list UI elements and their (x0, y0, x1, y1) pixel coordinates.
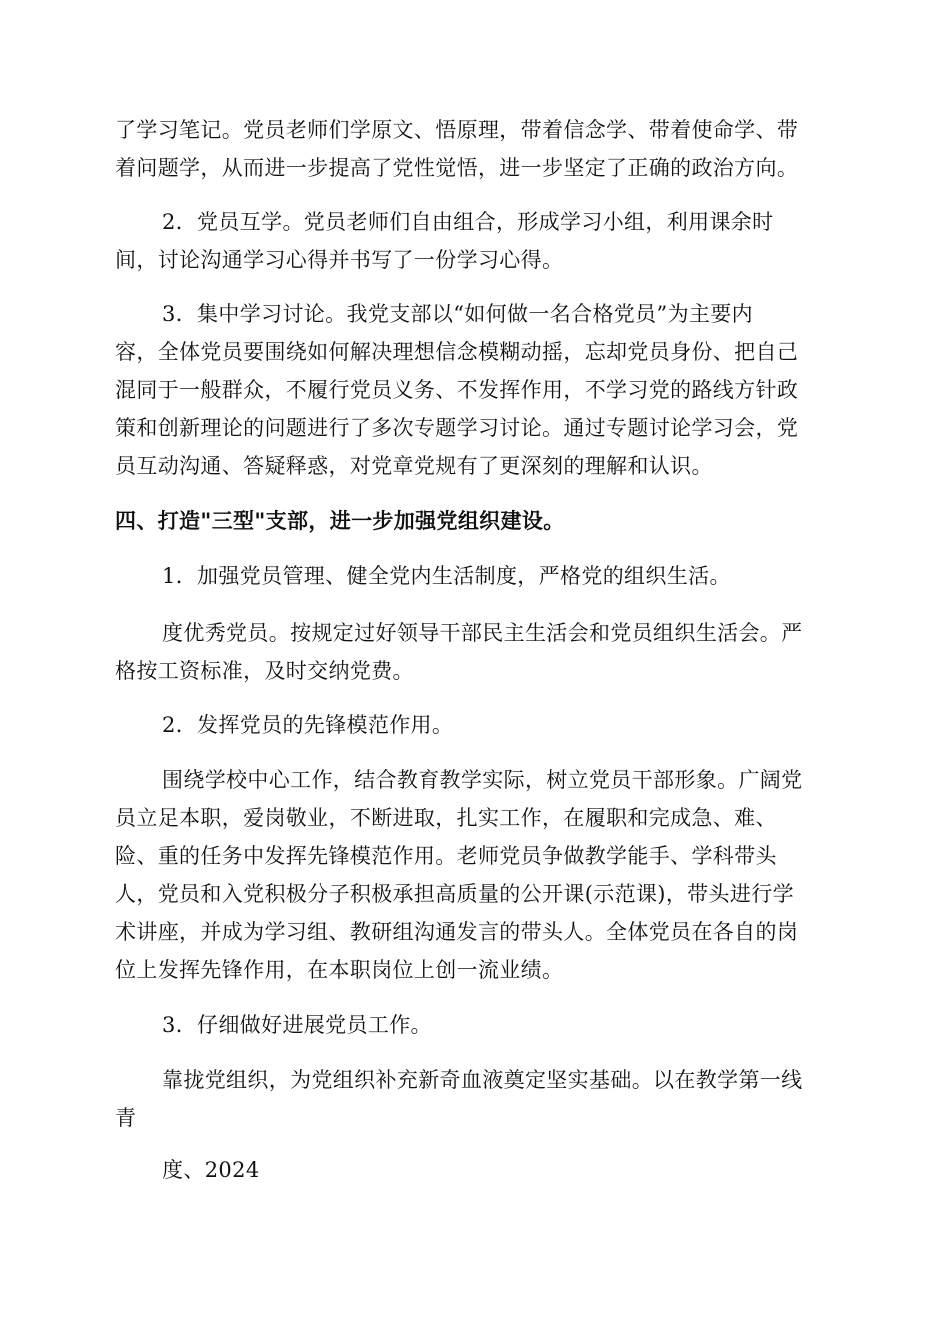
body-text-line: 青 (115, 1106, 137, 1130)
numbered-paragraph-line: 1．加强党员管理、健全党内生活制度，严格党的组织生活。 (162, 564, 731, 588)
indented-paragraph-line: 靠拢党组织，为党组织补充新奇血液奠定坚实基础。以在教学第一线 (162, 1068, 803, 1092)
numbered-paragraph-line: 3．集中学习讨论。我党支部以“如何做一名合格党员”为主要内 (162, 302, 753, 326)
numbered-paragraph-line: 3．仔细做好进展党员工作。 (162, 1013, 432, 1037)
body-text-line: 员互动沟通、答疑释惑，对党章党规有了更深刻的理解和认识。 (115, 454, 713, 478)
body-text-line: 术讲座，并成为学习组、教研组沟通发言的带头人。全体党员在各自的岗 (115, 920, 799, 944)
indented-paragraph-line: 度优秀党员。按规定过好领导干部民主生活会和党员组织生活会。严 (162, 621, 803, 645)
body-text-line: 混同于一般群众，不履行党员义务、不发挥作用，不学习党的路线方针政 (115, 378, 799, 402)
body-text-line: 了学习笔记。党员老师们学原文、悟原理，带着信念学、带着使命学、带 (115, 118, 799, 142)
numbered-paragraph-line: 2．发挥党员的先锋模范作用。 (162, 713, 454, 737)
indented-paragraph-line: 围绕学校中心工作，结合教育教学实际，树立党员干部形象。广阔党 (162, 768, 803, 792)
body-text-line: 人，党员和入党积极分子积极承担高质量的公开课(示范课)，带头进行学 (115, 882, 794, 906)
body-text-line: 容，全体党员要围绕如何解决理想信念模糊动摇，忘却党员身份、把自己 (115, 340, 799, 364)
body-text-line: 位上发挥先锋作用，在本职岗位上创一流业绩。 (115, 958, 564, 982)
body-text-line: 险、重的任务中发挥先锋模范作用。老师党员争做教学能手、学科带头 (115, 844, 777, 868)
body-text-line: 员立足本职，爱岗敬业，不断进取，扎实工作，在履职和完成急、难、 (115, 806, 777, 830)
body-text-line: 间，讨论沟通学习心得并书写了一份学习心得。 (115, 248, 564, 272)
body-text-line: 格按工资标准，及时交纳党费。 (115, 659, 414, 683)
section-heading: 四、打造"三型"支部，进一步加强党组织建设。 (115, 508, 565, 533)
indented-paragraph-line: 度、2024 (162, 1158, 260, 1182)
body-text-line: 策和创新理论的问题进行了多次专题学习讨论。通过专题讨论学习会，党 (115, 416, 799, 440)
body-text-line: 着问题学，从而进一步提高了党性觉悟，进一步坚定了正确的政治方向。 (115, 156, 799, 180)
numbered-paragraph-line: 2．党员互学。党员老师们自由组合，形成学习小组，利用课余时 (162, 210, 774, 234)
